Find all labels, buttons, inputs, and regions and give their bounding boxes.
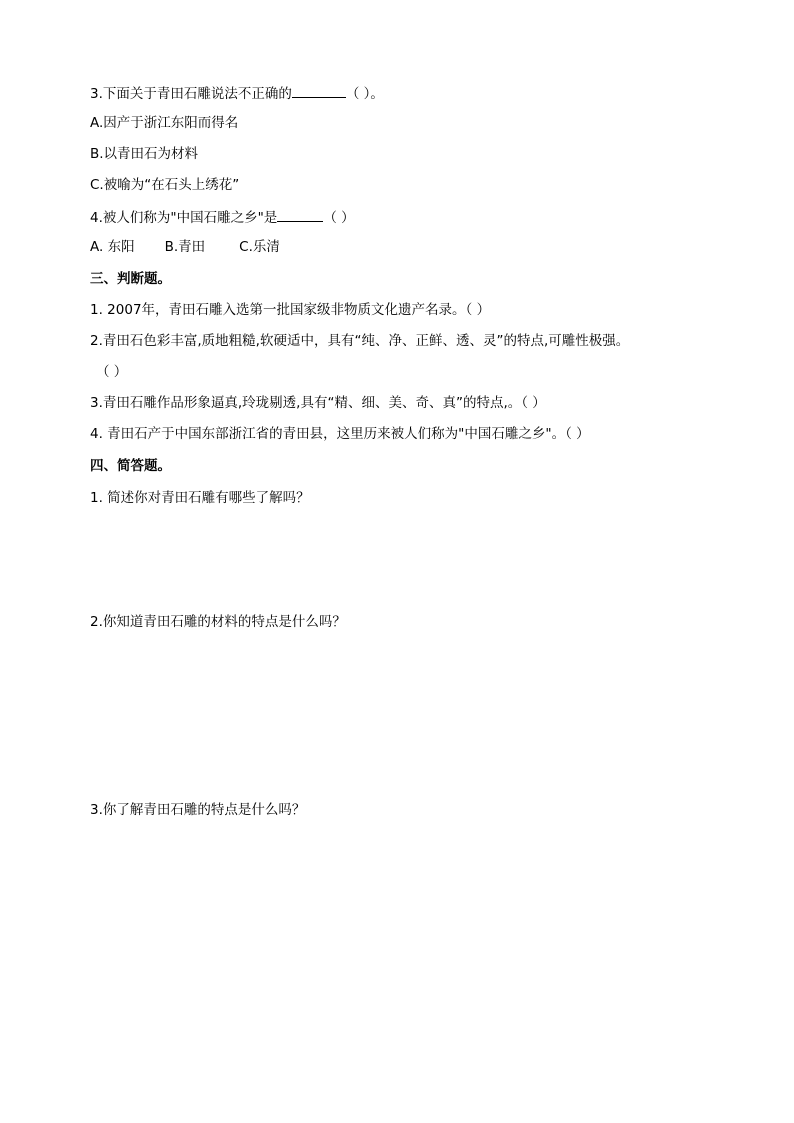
judgement-item-3: 3.青田石雕作品形象逼真,玲珑剔透,具有“精、细、美、奇、真”的特点,。（ ） (90, 395, 546, 411)
question-3-option-a: A.因产于浙江东阳而得名 (90, 115, 239, 131)
question-3-paren: （ ）。 (345, 86, 384, 102)
judgement-item-1: 1. 2007年，青田石雕入选第一批国家级非物质文化遗产名录。（ ） (90, 302, 491, 318)
question-4-stem-line (90, 207, 355, 227)
question-3-option-b: B.以青田石为材料 (90, 146, 199, 162)
question-4-blank[interactable] (277, 207, 323, 222)
judgement-item-2: 2.青田石色彩丰富,质地粗糙,软硬适中，具有“纯、净、正鲜、透、灵”的特点,可雕性极强。 (90, 333, 630, 349)
question-4-option-c: C.乐清 (239, 239, 280, 255)
question-3-option-c: C.被喻为“在石头上绣花” (90, 177, 240, 193)
question-4-option-b: B.青田 (164, 239, 206, 255)
judgement-item-2-paren: （ ） (96, 364, 128, 380)
question-4-paren: （ ） (323, 210, 355, 226)
section-3-heading: 三、判断题。 (90, 271, 171, 287)
question-4-stem: 4.被人们称为"中国石雕之乡"是 (90, 210, 278, 226)
question-3-blank[interactable] (292, 83, 346, 98)
short-answer-1: 1. 简述你对青田石雕有哪些了解吗？ (90, 490, 310, 506)
short-answer-3: 3.你了解青田石雕的特点是什么吗？ (90, 802, 306, 818)
section-4-heading: 四、简答题。 (90, 458, 171, 474)
judgement-item-4: 4. 青田石产于中国东部浙江省的青田县，这里历来被人们称为"中国石雕之乡"。（ ） (90, 426, 590, 442)
question-3-stem: 3.下面关于青田石雕说法不正确的 (90, 86, 292, 102)
question-3-stem-line (90, 83, 384, 103)
short-answer-2: 2.你知道青田石雕的材料的特点是什么吗？ (90, 614, 346, 630)
question-4-option-a: A. 东阳 (90, 239, 135, 255)
question-4-options (90, 238, 280, 256)
